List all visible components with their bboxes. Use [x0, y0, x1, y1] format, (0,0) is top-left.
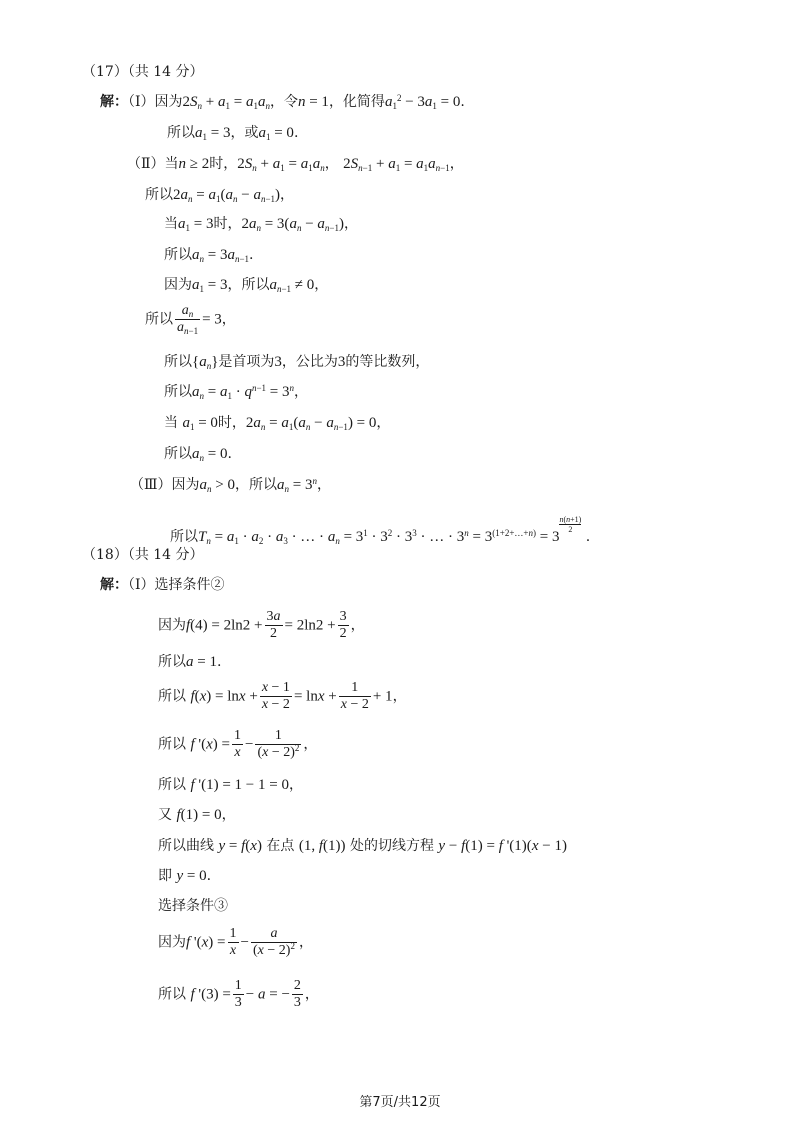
q18-line-3: 所以a = 1.	[158, 654, 222, 670]
q18-line-2: 因为f(4) = 2ln2 + $\frac{3a}{2}$ = 2ln2 + $\frac{3}{2}$ ，	[158, 609, 365, 641]
q18-line-12: 所以 f '(3) = $\frac{1}{3}$ − a = − $\frac{2}{3}$ ，	[158, 978, 319, 1010]
q18-header: （18）（共 14 分）	[82, 547, 204, 563]
q17-line-12: 所以$a_n = 0$.	[164, 446, 232, 463]
q18-line-11: 因为f '(x) = $\frac{1}{x}$ − $\frac{a}{(x - 2)^2}$ ，	[158, 926, 313, 958]
q18-line-9: 即 y = 0.	[158, 868, 212, 884]
q18-line-6: 所以 f '(1) = 1 − 1 = 0，	[158, 777, 303, 793]
q17-line-3: （Ⅱ）当n ≥ 2时，$2S_n + a_1 = a_1a_n$， $2S_{n-1} + a_1 = a_1a_{n-1}$，	[127, 156, 464, 173]
q18-line-1: 解：（Ⅰ）选择条件②	[100, 577, 225, 593]
q17-line-6: 所以$a_n = 3a_{n-1}$.	[164, 247, 254, 264]
page-footer: 第7页/共12页	[359, 1095, 441, 1110]
q18-line-4: 所以 f(x) = lnx + $\frac{x - 1}{x - 2}$ = lnx + $\frac{1}{x - 2}$ + 1，	[158, 680, 407, 712]
q18-line-5: 所以 f '(x) = $\frac{1}{x}$ − $\frac{1}{(x - 2)^2}$ ，	[158, 728, 318, 760]
q17-line-10: 所以$a_n = a_1 \cdot q^{n-1} = 3^n$，	[164, 383, 309, 401]
q18-line-8: 所以曲线 y = f(x) 在点 (1, f(1)) 处的切线方程 y − f(1) = f '(1)(x − 1)	[158, 838, 567, 854]
q17-line-7: 因为$a_1 = 3$，所以$a_{n-1} \ne 0$，	[164, 277, 329, 294]
q17-line-4: 所以$2a_n = a_1(a_n - a_{n-1})$，	[145, 187, 295, 204]
q17-header: （17）（共 14 分）	[82, 64, 204, 80]
q17-line-2: 所以$a_1 = 3$，或$a_1 = 0$.	[167, 125, 299, 142]
q17-line-8: 所以 $\frac{a_n}{a_{n-1}}$ = 3，	[145, 303, 236, 336]
q17-line-9: 所以$\{a_n\}$是首项为3，公比为3的等比数列，	[164, 354, 430, 371]
q17-line-11: 当 $a_1 = 0$时，$2a_n = a_1(a_n - a_{n-1}) = 0$，	[164, 415, 391, 432]
q17-line-13: （Ⅲ）因为$a_n > 0$，所以$a_n = 3^n$，	[130, 476, 331, 494]
q17-line-5: 当$a_1 = 3$时，$2a_n = 3(a_n - a_{n-1})$，	[164, 216, 358, 233]
q18-line-7: 又 f(1) = 0，	[158, 807, 236, 823]
q17-line-1: 解：（Ⅰ）因为$2S_n + a_1 = a_1a_n$，令n = 1，化简得$a_1^2 - 3a_1 = 0$.	[100, 93, 465, 111]
q17-line-14: 所以$T_n = a_1 \cdot a_2 \cdot a_3$ · … · $a_n = 3^1 \cdot 3^2 \cdot 3^3$ · … · $3^n = 3^{(1+2+\dots+n)} = 3$ $^{\frac{n(n+1)}{2}}$ .	[170, 515, 591, 546]
q18-line-10: 选择条件③	[158, 898, 228, 914]
